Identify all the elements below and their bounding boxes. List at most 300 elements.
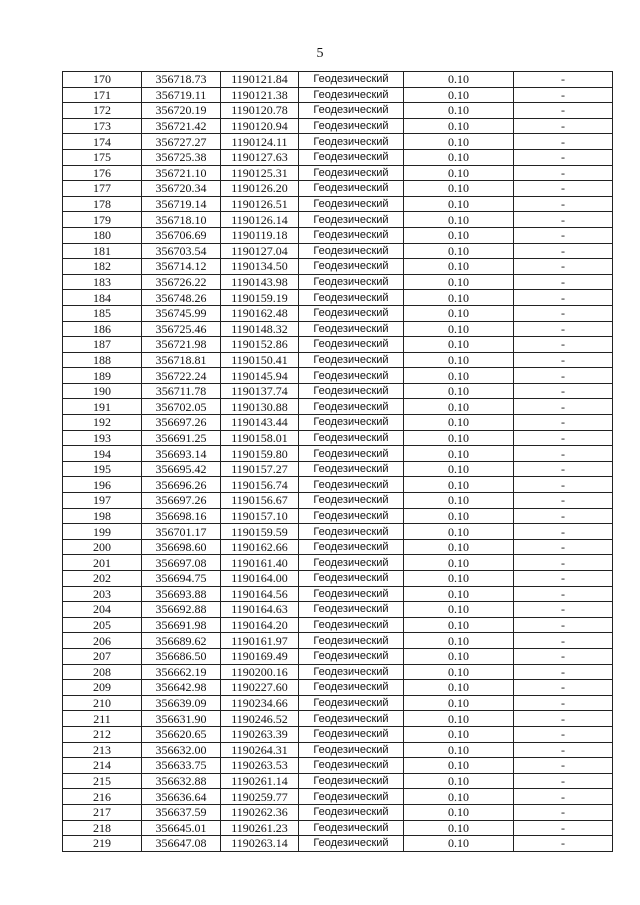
accuracy-cell: 0.10	[404, 227, 514, 243]
accuracy-cell: 0.10	[404, 493, 514, 509]
x-coordinate-cell: 356662.19	[142, 664, 221, 680]
point-number-cell: 176	[63, 165, 142, 181]
accuracy-cell: 0.10	[404, 415, 514, 431]
note-cell: -	[514, 259, 613, 275]
accuracy-cell: 0.10	[404, 196, 514, 212]
x-coordinate-cell: 356691.98	[142, 617, 221, 633]
y-coordinate-cell: 1190156.67	[221, 493, 299, 509]
method-cell: Геодезический	[299, 602, 404, 618]
y-coordinate-cell: 1190156.74	[221, 477, 299, 493]
table-row	[63, 602, 613, 618]
note-cell: -	[514, 836, 613, 852]
note-cell: -	[514, 103, 613, 119]
accuracy-cell: 0.10	[404, 87, 514, 103]
point-number-cell: 211	[63, 711, 142, 727]
x-coordinate-cell: 356721.42	[142, 118, 221, 134]
note-cell: -	[514, 149, 613, 165]
x-coordinate-cell: 356632.88	[142, 773, 221, 789]
method-cell: Геодезический	[299, 617, 404, 633]
point-number-cell: 217	[63, 804, 142, 820]
accuracy-cell: 0.10	[404, 461, 514, 477]
point-number-cell: 180	[63, 227, 142, 243]
x-coordinate-cell: 356722.24	[142, 368, 221, 384]
x-coordinate-cell: 356727.27	[142, 134, 221, 150]
method-cell: Геодезический	[299, 337, 404, 353]
x-coordinate-cell: 356695.42	[142, 461, 221, 477]
y-coordinate-cell: 1190200.16	[221, 664, 299, 680]
table-row	[63, 539, 613, 555]
method-cell: Геодезический	[299, 134, 404, 150]
coordinates-table	[62, 71, 613, 852]
y-coordinate-cell: 1190126.20	[221, 181, 299, 197]
x-coordinate-cell: 356696.26	[142, 477, 221, 493]
x-coordinate-cell: 356647.08	[142, 836, 221, 852]
note-cell: -	[514, 493, 613, 509]
table-row	[63, 571, 613, 587]
point-number-cell: 183	[63, 274, 142, 290]
method-cell: Геодезический	[299, 446, 404, 462]
point-number-cell: 177	[63, 181, 142, 197]
point-number-cell: 196	[63, 477, 142, 493]
table-row	[63, 477, 613, 493]
note-cell: -	[514, 290, 613, 306]
table-row	[63, 290, 613, 306]
x-coordinate-cell: 356718.10	[142, 212, 221, 228]
method-cell: Геодезический	[299, 321, 404, 337]
method-cell: Геодезический	[299, 352, 404, 368]
y-coordinate-cell: 1190227.60	[221, 680, 299, 696]
note-cell: -	[514, 446, 613, 462]
y-coordinate-cell: 1190145.94	[221, 368, 299, 384]
x-coordinate-cell: 356693.88	[142, 586, 221, 602]
note-cell: -	[514, 321, 613, 337]
table-row	[63, 773, 613, 789]
point-number-cell: 202	[63, 571, 142, 587]
x-coordinate-cell: 356720.34	[142, 181, 221, 197]
method-cell: Геодезический	[299, 103, 404, 119]
note-cell: -	[514, 617, 613, 633]
table-row	[63, 555, 613, 571]
accuracy-cell: 0.10	[404, 586, 514, 602]
method-cell: Геодезический	[299, 773, 404, 789]
y-coordinate-cell: 1190246.52	[221, 711, 299, 727]
point-number-cell: 189	[63, 368, 142, 384]
note-cell: -	[514, 165, 613, 181]
y-coordinate-cell: 1190161.40	[221, 555, 299, 571]
note-cell: -	[514, 773, 613, 789]
note-cell: -	[514, 243, 613, 259]
x-coordinate-cell: 356725.38	[142, 149, 221, 165]
accuracy-cell: 0.10	[404, 789, 514, 805]
point-number-cell: 203	[63, 586, 142, 602]
table-row	[63, 103, 613, 119]
x-coordinate-cell: 356706.69	[142, 227, 221, 243]
y-coordinate-cell: 1190263.14	[221, 836, 299, 852]
accuracy-cell: 0.10	[404, 617, 514, 633]
point-number-cell: 182	[63, 259, 142, 275]
method-cell: Геодезический	[299, 274, 404, 290]
point-number-cell: 210	[63, 695, 142, 711]
method-cell: Геодезический	[299, 383, 404, 399]
x-coordinate-cell: 356719.11	[142, 87, 221, 103]
method-cell: Геодезический	[299, 477, 404, 493]
point-number-cell: 186	[63, 321, 142, 337]
accuracy-cell: 0.10	[404, 118, 514, 134]
y-coordinate-cell: 1190263.39	[221, 726, 299, 742]
point-number-cell: 218	[63, 820, 142, 836]
accuracy-cell: 0.10	[404, 134, 514, 150]
method-cell: Геодезический	[299, 555, 404, 571]
method-cell: Геодезический	[299, 726, 404, 742]
y-coordinate-cell: 1190120.94	[221, 118, 299, 134]
x-coordinate-cell: 356633.75	[142, 758, 221, 774]
table-row	[63, 227, 613, 243]
note-cell: -	[514, 711, 613, 727]
x-coordinate-cell: 356697.26	[142, 415, 221, 431]
table-row	[63, 165, 613, 181]
note-cell: -	[514, 181, 613, 197]
x-coordinate-cell: 356702.05	[142, 399, 221, 415]
x-coordinate-cell: 356721.10	[142, 165, 221, 181]
point-number-cell: 194	[63, 446, 142, 462]
accuracy-cell: 0.10	[404, 103, 514, 119]
point-number-cell: 208	[63, 664, 142, 680]
x-coordinate-cell: 356691.25	[142, 430, 221, 446]
method-cell: Геодезический	[299, 399, 404, 415]
x-coordinate-cell: 356693.14	[142, 446, 221, 462]
y-coordinate-cell: 1190159.80	[221, 446, 299, 462]
y-coordinate-cell: 1190157.27	[221, 461, 299, 477]
method-cell: Геодезический	[299, 680, 404, 696]
x-coordinate-cell: 356698.60	[142, 539, 221, 555]
y-coordinate-cell: 1190124.11	[221, 134, 299, 150]
y-coordinate-cell: 1190159.59	[221, 524, 299, 540]
table-row	[63, 711, 613, 727]
method-cell: Геодезический	[299, 836, 404, 852]
point-number-cell: 201	[63, 555, 142, 571]
y-coordinate-cell: 1190148.32	[221, 321, 299, 337]
note-cell: -	[514, 508, 613, 524]
point-number-cell: 175	[63, 149, 142, 165]
y-coordinate-cell: 1190125.31	[221, 165, 299, 181]
table-row	[63, 524, 613, 540]
method-cell: Геодезический	[299, 149, 404, 165]
point-number-cell: 174	[63, 134, 142, 150]
x-coordinate-cell: 356725.46	[142, 321, 221, 337]
x-coordinate-cell: 356620.65	[142, 726, 221, 742]
y-coordinate-cell: 1190152.86	[221, 337, 299, 353]
x-coordinate-cell: 356720.19	[142, 103, 221, 119]
x-coordinate-cell: 356697.08	[142, 555, 221, 571]
note-cell: -	[514, 399, 613, 415]
point-number-cell: 209	[63, 680, 142, 696]
note-cell: -	[514, 87, 613, 103]
table-row	[63, 820, 613, 836]
accuracy-cell: 0.10	[404, 664, 514, 680]
y-coordinate-cell: 1190162.48	[221, 305, 299, 321]
accuracy-cell: 0.10	[404, 181, 514, 197]
y-coordinate-cell: 1190262.36	[221, 804, 299, 820]
point-number-cell: 188	[63, 352, 142, 368]
method-cell: Геодезический	[299, 695, 404, 711]
accuracy-cell: 0.10	[404, 633, 514, 649]
method-cell: Геодезический	[299, 633, 404, 649]
y-coordinate-cell: 1190164.56	[221, 586, 299, 602]
method-cell: Геодезический	[299, 508, 404, 524]
table-row	[63, 664, 613, 680]
point-number-cell: 195	[63, 461, 142, 477]
accuracy-cell: 0.10	[404, 243, 514, 259]
point-number-cell: 204	[63, 602, 142, 618]
y-coordinate-cell: 1190263.53	[221, 758, 299, 774]
x-coordinate-cell: 356718.73	[142, 72, 221, 88]
method-cell: Геодезический	[299, 524, 404, 540]
x-coordinate-cell: 356637.59	[142, 804, 221, 820]
note-cell: -	[514, 695, 613, 711]
point-number-cell: 197	[63, 493, 142, 509]
table-row	[63, 118, 613, 134]
table-row	[63, 726, 613, 742]
x-coordinate-cell: 356645.01	[142, 820, 221, 836]
method-cell: Геодезический	[299, 415, 404, 431]
note-cell: -	[514, 586, 613, 602]
table-row	[63, 305, 613, 321]
method-cell: Геодезический	[299, 461, 404, 477]
accuracy-cell: 0.10	[404, 290, 514, 306]
accuracy-cell: 0.10	[404, 836, 514, 852]
method-cell: Геодезический	[299, 259, 404, 275]
y-coordinate-cell: 1190143.98	[221, 274, 299, 290]
note-cell: -	[514, 305, 613, 321]
point-number-cell: 219	[63, 836, 142, 852]
note-cell: -	[514, 648, 613, 664]
table-row	[63, 508, 613, 524]
note-cell: -	[514, 680, 613, 696]
x-coordinate-cell: 356745.99	[142, 305, 221, 321]
note-cell: -	[514, 539, 613, 555]
y-coordinate-cell: 1190169.49	[221, 648, 299, 664]
method-cell: Геодезический	[299, 711, 404, 727]
y-coordinate-cell: 1190120.78	[221, 103, 299, 119]
table-row	[63, 742, 613, 758]
accuracy-cell: 0.10	[404, 274, 514, 290]
y-coordinate-cell: 1190164.00	[221, 571, 299, 587]
table-row	[63, 399, 613, 415]
y-coordinate-cell: 1190126.51	[221, 196, 299, 212]
accuracy-cell: 0.10	[404, 305, 514, 321]
accuracy-cell: 0.10	[404, 804, 514, 820]
point-number-cell: 205	[63, 617, 142, 633]
accuracy-cell: 0.10	[404, 259, 514, 275]
x-coordinate-cell: 356694.75	[142, 571, 221, 587]
x-coordinate-cell: 356748.26	[142, 290, 221, 306]
method-cell: Геодезический	[299, 368, 404, 384]
x-coordinate-cell: 356714.12	[142, 259, 221, 275]
y-coordinate-cell: 1190121.38	[221, 87, 299, 103]
x-coordinate-cell: 356711.78	[142, 383, 221, 399]
point-number-cell: 216	[63, 789, 142, 805]
method-cell: Геодезический	[299, 72, 404, 88]
point-number-cell: 191	[63, 399, 142, 415]
accuracy-cell: 0.10	[404, 742, 514, 758]
x-coordinate-cell: 356639.09	[142, 695, 221, 711]
x-coordinate-cell: 356631.90	[142, 711, 221, 727]
method-cell: Геодезический	[299, 181, 404, 197]
accuracy-cell: 0.10	[404, 321, 514, 337]
table-row	[63, 633, 613, 649]
y-coordinate-cell: 1190261.14	[221, 773, 299, 789]
x-coordinate-cell: 356697.26	[142, 493, 221, 509]
note-cell: -	[514, 383, 613, 399]
x-coordinate-cell: 356632.00	[142, 742, 221, 758]
note-cell: -	[514, 72, 613, 88]
accuracy-cell: 0.10	[404, 477, 514, 493]
x-coordinate-cell: 356721.98	[142, 337, 221, 353]
accuracy-cell: 0.10	[404, 352, 514, 368]
note-cell: -	[514, 368, 613, 384]
note-cell: -	[514, 415, 613, 431]
accuracy-cell: 0.10	[404, 539, 514, 555]
y-coordinate-cell: 1190158.01	[221, 430, 299, 446]
point-number-cell: 179	[63, 212, 142, 228]
method-cell: Геодезический	[299, 212, 404, 228]
y-coordinate-cell: 1190126.14	[221, 212, 299, 228]
y-coordinate-cell: 1190164.20	[221, 617, 299, 633]
table-row	[63, 196, 613, 212]
method-cell: Геодезический	[299, 87, 404, 103]
x-coordinate-cell: 356726.22	[142, 274, 221, 290]
note-cell: -	[514, 602, 613, 618]
table-row	[63, 181, 613, 197]
x-coordinate-cell: 356718.81	[142, 352, 221, 368]
accuracy-cell: 0.10	[404, 399, 514, 415]
table-row	[63, 87, 613, 103]
y-coordinate-cell: 1190157.10	[221, 508, 299, 524]
table-row	[63, 274, 613, 290]
point-number-cell: 213	[63, 742, 142, 758]
point-number-cell: 207	[63, 648, 142, 664]
y-coordinate-cell: 1190261.23	[221, 820, 299, 836]
table-row	[63, 321, 613, 337]
point-number-cell: 173	[63, 118, 142, 134]
table-row	[63, 415, 613, 431]
note-cell: -	[514, 571, 613, 587]
table-row	[63, 337, 613, 353]
note-cell: -	[514, 352, 613, 368]
accuracy-cell: 0.10	[404, 820, 514, 836]
method-cell: Геодезический	[299, 118, 404, 134]
x-coordinate-cell: 356689.62	[142, 633, 221, 649]
accuracy-cell: 0.10	[404, 212, 514, 228]
note-cell: -	[514, 664, 613, 680]
point-number-cell: 215	[63, 773, 142, 789]
y-coordinate-cell: 1190164.63	[221, 602, 299, 618]
table-row	[63, 789, 613, 805]
note-cell: -	[514, 758, 613, 774]
method-cell: Геодезический	[299, 820, 404, 836]
method-cell: Геодезический	[299, 539, 404, 555]
accuracy-cell: 0.10	[404, 648, 514, 664]
page-number: 5	[316, 46, 324, 61]
note-cell: -	[514, 461, 613, 477]
accuracy-cell: 0.10	[404, 726, 514, 742]
method-cell: Геодезический	[299, 648, 404, 664]
accuracy-cell: 0.10	[404, 602, 514, 618]
y-coordinate-cell: 1190162.66	[221, 539, 299, 555]
accuracy-cell: 0.10	[404, 758, 514, 774]
table-row	[63, 836, 613, 852]
x-coordinate-cell: 356703.54	[142, 243, 221, 259]
point-number-cell: 193	[63, 430, 142, 446]
table-row	[63, 212, 613, 228]
table-row	[63, 586, 613, 602]
x-coordinate-cell: 356698.16	[142, 508, 221, 524]
accuracy-cell: 0.10	[404, 368, 514, 384]
table-row	[63, 617, 613, 633]
table-row	[63, 758, 613, 774]
point-number-cell: 171	[63, 87, 142, 103]
accuracy-cell: 0.10	[404, 680, 514, 696]
note-cell: -	[514, 820, 613, 836]
accuracy-cell: 0.10	[404, 508, 514, 524]
y-coordinate-cell: 1190150.41	[221, 352, 299, 368]
note-cell: -	[514, 212, 613, 228]
table-row	[63, 680, 613, 696]
accuracy-cell: 0.10	[404, 430, 514, 446]
point-number-cell: 198	[63, 508, 142, 524]
accuracy-cell: 0.10	[404, 149, 514, 165]
y-coordinate-cell: 1190121.84	[221, 72, 299, 88]
point-number-cell: 178	[63, 196, 142, 212]
note-cell: -	[514, 742, 613, 758]
note-cell: -	[514, 789, 613, 805]
point-number-cell: 200	[63, 539, 142, 555]
table-row	[63, 259, 613, 275]
method-cell: Геодезический	[299, 305, 404, 321]
method-cell: Геодезический	[299, 227, 404, 243]
point-number-cell: 184	[63, 290, 142, 306]
y-coordinate-cell: 1190119.18	[221, 227, 299, 243]
y-coordinate-cell: 1190130.88	[221, 399, 299, 415]
accuracy-cell: 0.10	[404, 773, 514, 789]
note-cell: -	[514, 274, 613, 290]
y-coordinate-cell: 1190259.77	[221, 789, 299, 805]
point-number-cell: 192	[63, 415, 142, 431]
y-coordinate-cell: 1190264.31	[221, 742, 299, 758]
accuracy-cell: 0.10	[404, 446, 514, 462]
y-coordinate-cell: 1190134.50	[221, 259, 299, 275]
table-row	[63, 648, 613, 664]
note-cell: -	[514, 337, 613, 353]
coordinates-table-body	[63, 72, 613, 852]
accuracy-cell: 0.10	[404, 555, 514, 571]
accuracy-cell: 0.10	[404, 524, 514, 540]
accuracy-cell: 0.10	[404, 711, 514, 727]
method-cell: Геодезический	[299, 742, 404, 758]
note-cell: -	[514, 196, 613, 212]
x-coordinate-cell: 356692.88	[142, 602, 221, 618]
note-cell: -	[514, 134, 613, 150]
table-row	[63, 72, 613, 88]
table-row	[63, 368, 613, 384]
table-row	[63, 446, 613, 462]
method-cell: Геодезический	[299, 586, 404, 602]
x-coordinate-cell: 356642.98	[142, 680, 221, 696]
table-row	[63, 461, 613, 477]
point-number-cell: 190	[63, 383, 142, 399]
point-number-cell: 181	[63, 243, 142, 259]
accuracy-cell: 0.10	[404, 695, 514, 711]
